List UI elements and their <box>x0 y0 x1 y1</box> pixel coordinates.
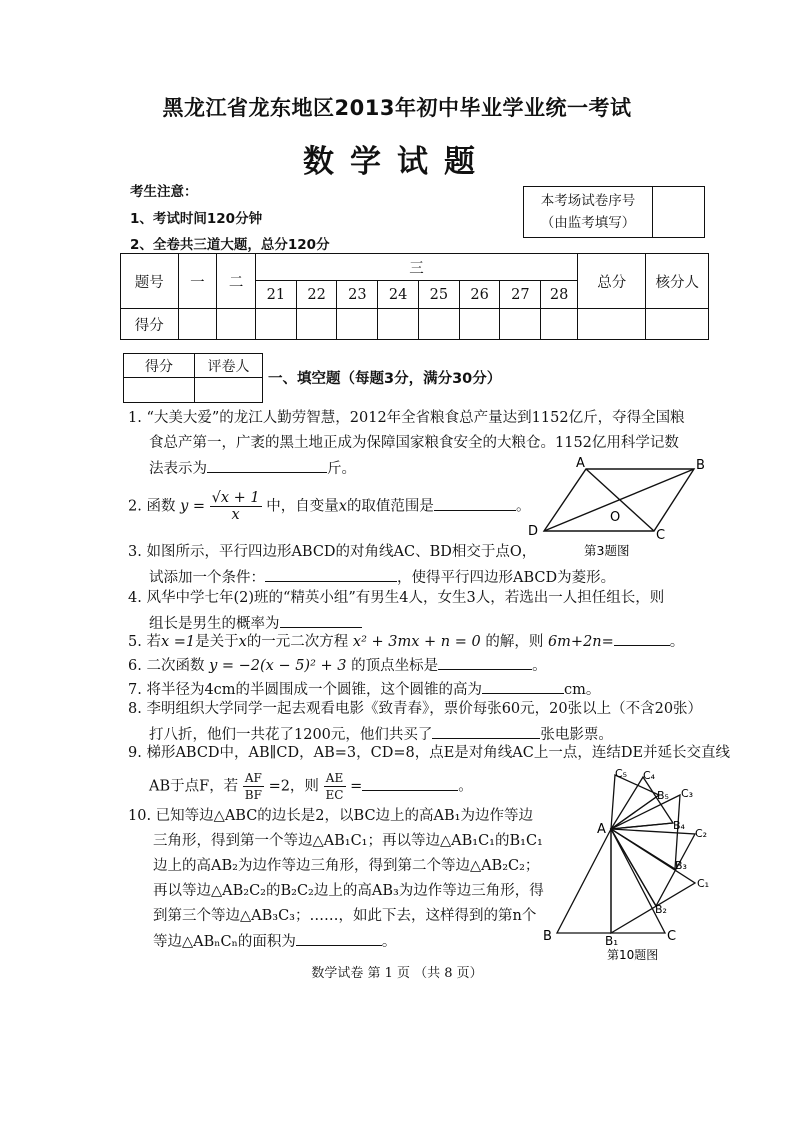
score-table-q21: 21 <box>255 281 296 309</box>
q10-line5: 到第三个等边△AB₃C₃；……，如此下去，这样得到的第n个 <box>153 908 537 924</box>
q8-text-b: 张电影票。 <box>540 727 613 743</box>
score-table-q27: 27 <box>500 281 541 309</box>
q5-text-f: 的解，则 <box>485 634 544 650</box>
q6-answer-blank[interactable] <box>438 653 532 670</box>
q1-line2: 食总产第一，广袤的黑土地正成为保障国家粮食安全的大粮仓。1152亿用科学记数 <box>149 435 679 451</box>
q3-text-b: ，使得平行四边形ABCD为菱形。 <box>397 570 616 586</box>
q2-y: y = <box>180 498 206 515</box>
figure3-label-c: C <box>656 528 666 543</box>
subject-title: 数学试题 <box>303 144 491 180</box>
q5-x-eq-1: x =1 <box>160 634 196 650</box>
q7-answer-blank[interactable] <box>482 677 564 694</box>
q9-fraction-af-bf <box>243 770 264 803</box>
q5-text-c: 是关于 <box>195 634 239 650</box>
q6-equation: y = −2(x − 5)² + 3 <box>209 658 347 674</box>
q10-line1: 10. 已知等边△ABC的边长是2，以BC边上的高AB₁为边作等边 <box>128 808 533 824</box>
figure3-label-d: D <box>528 524 539 539</box>
score-table-q26: 26 <box>459 281 500 309</box>
score-cell-checker[interactable] <box>646 309 709 340</box>
q3-line1: 3. 如图所示，平行四边形ABCD的对角线AC、BD相交于点O， <box>128 544 537 560</box>
figure10-label-c4: C₄ <box>643 769 656 782</box>
figure3-label-b: B <box>696 458 705 473</box>
q10-answer-blank[interactable] <box>296 929 382 946</box>
figure10-label-b4: B₄ <box>673 819 685 832</box>
score-cell-27[interactable] <box>500 309 541 340</box>
figure10-label-b5: B₅ <box>657 789 669 802</box>
section1-score-cell[interactable] <box>124 378 195 403</box>
figure10-label-b3: B₃ <box>675 859 687 872</box>
q5-answer-blank[interactable] <box>614 629 670 646</box>
score-table-q25: 25 <box>418 281 459 309</box>
q9-equals: = <box>350 778 363 795</box>
question-6 <box>128 653 547 679</box>
q1-unit: 斤。 <box>327 461 356 477</box>
figure10-label-b1: B₁ <box>605 934 619 948</box>
q5-text-e: 的一元二次方程 <box>246 634 349 650</box>
q5-text-a: 5. 若 <box>128 634 161 650</box>
q6-text-a: 6. 二次函数 <box>128 658 205 674</box>
q5-equation: x² + 3mx + n = 0 <box>352 634 481 650</box>
page-footer: 数学试卷 第 1 页 （共 8 页） <box>311 966 483 981</box>
section1-score-label: 得分 <box>124 354 195 378</box>
notice-heading: 考生注意： <box>130 184 198 200</box>
q10-text-a: 等边△ABₙCₙ的面积为 <box>153 934 296 950</box>
q1-answer-blank[interactable] <box>207 456 327 473</box>
q1-text: 法表示为 <box>149 461 207 477</box>
score-table-checker: 核分人 <box>646 254 709 309</box>
q2-numerator: √x + 1 <box>211 490 260 506</box>
q2-text-d: 。 <box>515 498 531 515</box>
q5-expression: 6m+2n= <box>547 634 614 650</box>
score-table <box>120 253 709 340</box>
q2-text-b: 中，自变量 <box>266 498 339 515</box>
section1-score-box <box>123 353 263 403</box>
exam-title: 黑龙江省龙东地区2013年初中毕业学业统一考试 <box>162 96 632 120</box>
figure3-label-a: A <box>576 456 585 471</box>
q9-af: AF <box>243 770 264 787</box>
figure10-triangle-ab5c5 <box>611 775 659 829</box>
q10-line4: 再以等边△AB₂C₂的B₂C₂边上的高AB₃为边作等边三角形，得 <box>153 883 544 899</box>
question-2 <box>128 490 530 523</box>
q2-text-c: 的取值范围是 <box>346 498 434 515</box>
serial-label <box>524 187 653 238</box>
figure3-label-o: O <box>610 510 621 525</box>
q9-answer-blank[interactable] <box>362 774 458 791</box>
q9-ec: EC <box>325 788 344 802</box>
score-cell-28[interactable] <box>541 309 578 340</box>
q9-text-a: AB于点F，若 <box>149 778 239 795</box>
section1-grader-cell[interactable] <box>195 378 263 403</box>
section1-grader-label: 评卷人 <box>195 354 263 378</box>
q8-text-a: 打八折，他们一共花了1200元，他们共买了 <box>149 727 433 743</box>
score-cell-2[interactable] <box>217 309 256 340</box>
q5-text-h: 。 <box>669 634 685 650</box>
q7-text-a: 7. 将半径为4cm的半圆围成一个圆锥，这个圆锥的高为 <box>128 682 483 698</box>
serial-number-cell[interactable] <box>653 187 705 238</box>
figure10-caption: 第10题图 <box>607 948 659 962</box>
q8-line1: 8. 李明组织大学同学一起去观看电影《致青春》，票价每张60元，20张以上（不含20张） <box>128 701 703 717</box>
q4-text: 组长是男生的概率为 <box>149 616 280 632</box>
score-table-score-label: 得分 <box>121 309 179 340</box>
figure10-label-c3: C₃ <box>681 787 694 800</box>
q8-answer-blank[interactable] <box>432 722 540 739</box>
figure10-label-c: C <box>667 929 677 944</box>
score-table-header-label: 题号 <box>121 254 179 309</box>
q5-x: x <box>238 634 247 650</box>
serial-label-line2: （由监考填写） <box>540 215 636 231</box>
question-5 <box>128 629 684 655</box>
score-table-q23: 23 <box>337 281 378 309</box>
score-cell-23[interactable] <box>337 309 378 340</box>
serial-label-line1: 本考场试卷序号 <box>540 193 636 209</box>
score-cell-25[interactable] <box>418 309 459 340</box>
q9-bf: BF <box>244 788 262 802</box>
q1-line1: 1. “大美大爱”的龙江人勤劳智慧，2012年全省粮食总产量达到1152亿斤，夺得全国粮 <box>128 410 685 426</box>
q2-fraction <box>210 490 262 523</box>
figure10-label-b2: B₂ <box>655 903 667 916</box>
q6-text-b: 的顶点坐标是 <box>351 658 439 674</box>
question-10 <box>128 804 544 955</box>
figure10-label-c5: C₅ <box>615 767 628 780</box>
q10-line3: 边上的高AB₂为边作等边三角形，得到第二个等边△AB₂C₂； <box>153 858 540 874</box>
q2-answer-blank[interactable] <box>434 494 516 511</box>
score-table-col-3-group: 三 <box>255 254 577 281</box>
serial-number-box <box>523 186 705 238</box>
q2-x: x <box>338 498 347 515</box>
figure10-label-a: A <box>597 822 606 837</box>
q9-ae: AE <box>324 770 346 787</box>
q10-line6 <box>128 929 544 955</box>
score-cell-21[interactable] <box>255 309 296 340</box>
section1-title: 一、填空题（每题3分，满分30分） <box>268 371 502 387</box>
score-table-col-2: 二 <box>217 254 256 309</box>
score-table-total: 总分 <box>578 254 646 309</box>
q2-text-a: 2. 函数 <box>128 498 176 515</box>
score-table-q28: 28 <box>541 281 578 309</box>
score-cell-22[interactable] <box>296 309 337 340</box>
q9-text-d: 。 <box>458 778 473 795</box>
notice-item-2: 2、全卷共三道大题，总分120分 <box>130 237 330 253</box>
score-table-q24: 24 <box>378 281 419 309</box>
q9-fraction-ae-ec <box>324 770 346 803</box>
q9-text-b: =2，则 <box>268 778 319 795</box>
score-cell-26[interactable] <box>459 309 500 340</box>
figure3-caption: 第3题图 <box>584 543 630 558</box>
q3-answer-blank[interactable] <box>265 565 397 582</box>
q2-denominator: x <box>231 507 240 523</box>
score-cell-1[interactable] <box>178 309 217 340</box>
figure10-label-c2: C₂ <box>695 827 708 840</box>
q4-answer-blank[interactable] <box>280 611 362 628</box>
q10-line2: 三角形，得到第一个等边△AB₁C₁；再以等边△AB₁C₁的B₁C₁ <box>153 833 543 849</box>
figure10-triangle-ab1c1 <box>611 829 695 933</box>
score-cell-total[interactable] <box>578 309 646 340</box>
question-3 <box>128 540 615 591</box>
score-table-col-1: 一 <box>178 254 217 309</box>
q3-text-a: 试添加一个条件： <box>149 570 265 586</box>
q7-unit: cm。 <box>564 682 601 698</box>
q4-line1: 4. 风华中学七年(2)班的“精英小组”有男生4人，女生3人，若选出一人担任组长，则 <box>128 590 665 606</box>
score-table-q22: 22 <box>296 281 337 309</box>
q9-line1: 9. 梯形ABCD中，AB∥CD，AB=3，CD=8，点E是对角线AC上一点，连结DE并延长交直线 <box>128 745 731 761</box>
notice-item-1: 1、考试时间120分钟 <box>130 211 263 227</box>
q6-text-c: 。 <box>532 658 547 674</box>
score-cell-24[interactable] <box>378 309 419 340</box>
figure10-label-b: B <box>543 929 552 944</box>
q10-text-b: 。 <box>381 934 397 950</box>
figure-10 <box>535 765 715 965</box>
figure10-label-c1: C₁ <box>697 877 710 890</box>
